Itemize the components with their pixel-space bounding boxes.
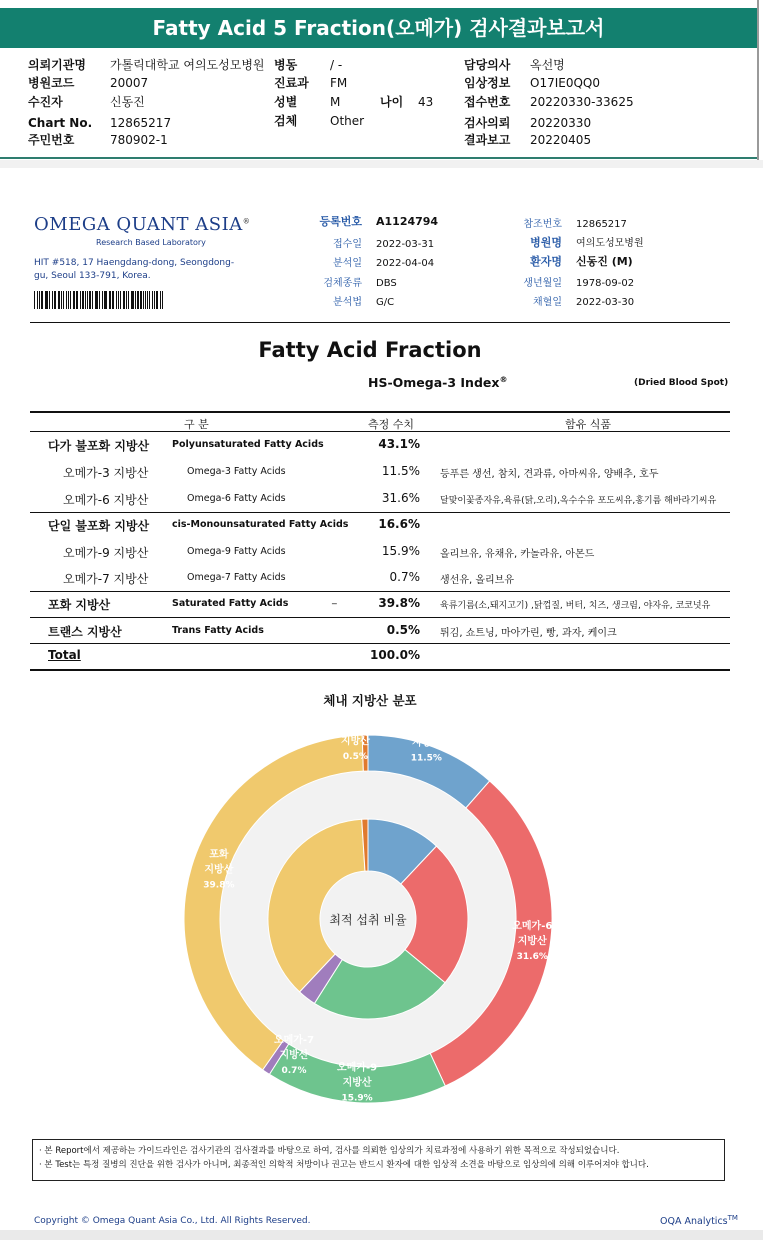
header-field-patient: 수진자 신동진: [28, 95, 145, 109]
info-specimen-type: 검체종류 DBS: [323, 278, 397, 289]
header-field-request-date: 검사의뢰 20220330: [464, 116, 592, 130]
index-title: HS-Omega-3 Index®: [368, 375, 508, 391]
table-row-pufa: 다가 불포화 지방산 Polyunsaturated Fatty Acids 43.1%: [48, 437, 420, 453]
table-row-omega3: 오메가-3 지방산 Omega-3 Fatty Acids 11.5% 등푸른 생선, 참치, 견과류, 아마씨유, 양배추, 호두: [63, 464, 659, 480]
outer-name-label: 오메가-7: [273, 1035, 315, 1047]
outer-value-label: 39.8%: [203, 880, 235, 891]
disclaimer-box: [32, 1139, 725, 1181]
lab-logo: OMEGA QUANT ASIA® Research Based Laboratory: [34, 214, 250, 247]
col-header-foods: 함유 식품: [565, 418, 612, 431]
header-field-resident-no: 주민번호 780902-1: [28, 133, 168, 147]
table-row-omega6: 오메가-6 지방산 Omega-6 Fatty Acids 31.6% 달맞이꽃종자유,육류(닭,오리),옥수수유 포도씨유,홍기름 해바라기씨유: [63, 491, 717, 507]
sample-note: (Dried Blood Spot): [634, 378, 729, 388]
outer-name-label: 오메가-6: [512, 920, 553, 932]
info-method: 분석법 G/C: [333, 297, 395, 308]
dash-mark: _: [332, 594, 337, 605]
outer-name-label: 지방산: [279, 1050, 309, 1062]
outer-value-label: 31.6%: [516, 951, 548, 962]
outer-name-label: 트랜스: [340, 721, 370, 733]
outer-value-label: 11.5%: [410, 753, 442, 764]
table-row-omega9: 오메가-9 지방산 Omega-9 Fatty Acids 15.9% 올리브유, 유채유, 카놀라유, 아몬드: [63, 544, 595, 560]
outer-name-label: 지방산: [411, 737, 441, 749]
col-header-value: 측정 수치: [368, 418, 415, 431]
header-field-specimen: 검체 Other: [274, 114, 365, 128]
header-field-department: 진료과 FM: [274, 76, 348, 90]
outer-name-label: 오메가-3: [406, 722, 447, 734]
table-row-mufa: 단일 불포화 지방산 cis-Monounsaturated Fatty Acids 16.6%: [48, 517, 420, 533]
header-field-age: 나이 43: [380, 95, 434, 109]
report-title: Fatty Acid 5 Fraction(오메가) 검사결과보고서: [0, 8, 757, 48]
header-field-sex: 성별 M: [274, 95, 341, 109]
info-analysis-date: 분석일 2022-04-04: [333, 258, 435, 269]
info-birth-date: 생년월일 1978-09-02: [523, 278, 635, 289]
header-field-doctor: 담당의사 옥선명: [464, 58, 565, 72]
outer-name-label: 지방산: [204, 864, 234, 876]
header-field-hospital-code: 병원코드 20007: [28, 76, 149, 90]
outer-name-label: 지방산: [340, 736, 370, 748]
info-patient-name: 환자명 신동진 (M): [530, 255, 633, 268]
header-field-accession-no: 접수번호 20220330-33625: [464, 95, 634, 109]
outer-name-label: 오메가-9: [337, 1062, 378, 1074]
chart-title: 체내 지방산 분포: [323, 693, 417, 708]
header-field-institution: 의뢰기관명 가톨릭대학교 여의도성모병원: [28, 58, 265, 72]
disclaimer-line-1: · 본 Report에서 제공하는 가이드라인은 검사기관의 검사결과를 바탕으로 하여, 검사를 의뢰한 임상의가 치료과정에 사용하기 위한 목적으로 작성되었습니다.: [39, 1146, 620, 1156]
outer-value-label: 0.5%: [342, 752, 368, 763]
footer-band: [0, 1230, 763, 1240]
table-row-omega7: 오메가-7 지방산 Omega-7 Fatty Acids 0.7% 생선유, 올리브유: [63, 570, 514, 586]
lab-address: HIT #518, 17 Haengdang-dong, Seongdong-gu, Seoul 133-791, Korea.: [34, 258, 235, 281]
table-row-sfa: 포화 지방산 Saturated Fatty Acids _ 39.8% 육류기름(소,돼지고기) ,닭껍질, 버터, 치즈, 생크림, 야자유, 코코넛유: [48, 594, 711, 612]
table-row-total: Total 100.0%: [48, 648, 420, 662]
info-reference-no: 참조번호 12865217: [523, 219, 627, 230]
info-registration-no: 등록번호 A1124794: [319, 215, 439, 228]
outer-value-label: 0.7%: [281, 1066, 307, 1077]
copyright: Copyright © Omega Quant Asia Co., Ltd. All Rights Reserved.: [34, 1216, 311, 1226]
header-field-chart-no: Chart No. 12865217: [28, 116, 172, 130]
outer-name-label: 지방산: [517, 935, 547, 947]
outer-value-label: 15.9%: [341, 1093, 373, 1104]
table-row-trans: 트랜스 지방산 Trans Fatty Acids 0.5% 튀김, 쇼트닝, 마아가린, 빵, 과자, 케이크: [48, 623, 617, 639]
outer-name-label: 포화: [209, 849, 229, 861]
section-title: Fatty Acid Fraction: [258, 338, 482, 362]
info-collection-date: 채혈일 2022-03-30: [533, 297, 635, 308]
info-received-date: 접수일 2022-03-31: [333, 239, 435, 250]
header-field-report-date: 결과보고 20220405: [464, 133, 592, 147]
footer-brand: OQA Analytics™: [660, 1214, 738, 1228]
outer-name-label: 지방산: [342, 1077, 372, 1089]
disclaimer-line-2: · 본 Test는 특정 질병의 진단을 위한 검사가 아니며, 최종적인 의학적 처방이나 권고는 반드시 환자에 대한 임상적 소견을 바탕으로 임상의에 의해 이루어져야 합니다.: [39, 1160, 649, 1170]
info-hospital-name: 병원명 여의도성모병원: [530, 236, 644, 249]
col-header-category: 구 분: [184, 418, 209, 431]
header-field-clinical-info: 임상정보 O17IE0QQ0: [464, 76, 600, 90]
donut-center-label: 최적 섭취 비율: [329, 913, 407, 927]
lab-tagline: Research Based Laboratory: [96, 238, 206, 247]
header-field-ward: 병동 / -: [274, 58, 343, 72]
